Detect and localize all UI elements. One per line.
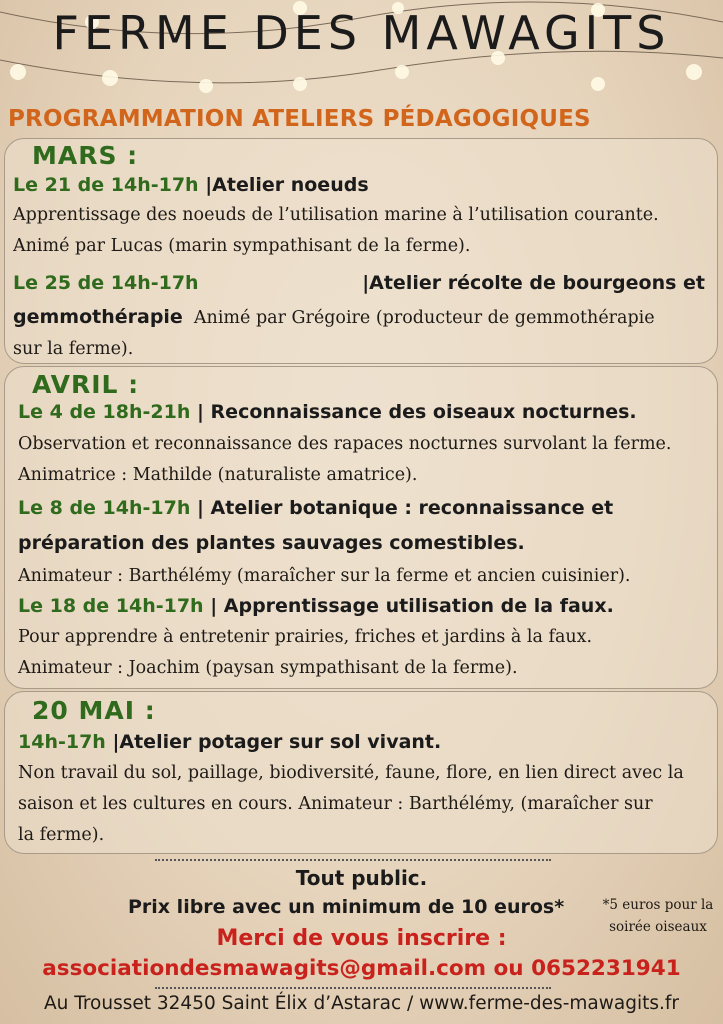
event-host: sur la ferme). [13,339,134,359]
event-date: 14h-17h [18,731,106,753]
month-heading-mars: MARS : [32,141,139,170]
audience-text: Tout public. [295,866,428,890]
footer-divider-bottom [155,987,551,989]
event-title: Apprentissage utilisation de la faux. [223,595,614,617]
farm-title: FERME DES MAWAGITS [52,6,671,60]
event-title: Atelier noeuds [212,174,369,196]
month-heading-mai: 20 MAI : [32,696,156,725]
event-title: préparation des plantes sauvages comestibles. [18,532,525,554]
event-description: Non travail du sol, paillage, biodiversité, faune, flore, en lien direct avec la [18,763,684,783]
event-description: Observation et reconnaissance des rapaces nocturnes survolant la ferme. [18,434,672,454]
contact-link[interactable]: associationdesmawagits@gmail.com ou 0652231941 [42,956,681,981]
footer-divider-top [155,859,551,861]
event-description: saison et les cultures en cours. Animateur : Barthélémy, (maraîcher sur [18,794,653,814]
event-title: gemmothérapie [13,306,183,328]
program-subtitle: PROGRAMMATION ATELIERS PÉDAGOGIQUES [8,106,591,132]
event-line: Le 8 de 14h-17h | Atelier botanique : reconnaissance et [18,497,614,519]
event-title: Reconnaissance des oiseaux nocturnes. [210,401,637,423]
event-line: Le 21 de 14h-17h |Atelier noeuds [13,174,369,196]
event-date: Le 4 de 18h-21h [18,401,191,423]
event-host: Animatrice : Mathilde (naturaliste amatrice). [18,465,418,485]
price-text: Prix libre avec un minimum de 10 euros* [128,896,565,918]
event-title: Atelier potager sur sol vivant. [119,731,442,753]
event-line [13,272,705,294]
event-host: Animé par Grégoire (producteur de gemmothérapie [193,308,655,328]
event-description: Apprentissage des noeuds de l’utilisation marine à l’utilisation courante. [13,205,659,225]
event-date: Le 8 de 14h-17h [18,497,191,519]
event-line: Le 4 de 18h-21h | Reconnaissance des oiseaux nocturnes. [18,401,637,423]
event-line: Le 18 de 14h-17h | Apprentissage utilisation de la faux. [18,595,614,617]
event-line: 14h-17h |Atelier potager sur sol vivant. [18,731,442,753]
event-line [13,306,655,328]
signup-text: Merci de vous inscrire : [216,926,507,951]
event-description: Pour apprendre à entretenir prairies, friches et jardins à la faux. [18,627,593,647]
event-date: Le 21 de 14h-17h [13,174,199,196]
event-date: Le 25 de 14h-17h [13,272,199,294]
event-host: Animateur : Joachim (paysan sympathisant de la ferme). [18,658,518,678]
event-host: Animateur : Barthélémy (maraîcher sur la ferme et ancien cuisinier). [18,566,631,586]
event-description: la ferme). [18,825,105,845]
price-footnote: *5 euros pour la soirée oiseaux [602,897,714,935]
address-footer: Au Trousset 32450 Saint Élix d’Astarac / www.ferme-des-mawagits.fr [44,993,679,1014]
event-title: Atelier botanique : reconnaissance et [210,497,614,519]
event-title: |Atelier récolte de bourgeons et [362,272,705,294]
event-host: Animé par Lucas (marin sympathisant de la ferme). [13,236,471,256]
event-date: Le 18 de 14h-17h [18,595,204,617]
month-heading-avril: AVRIL : [32,370,140,399]
